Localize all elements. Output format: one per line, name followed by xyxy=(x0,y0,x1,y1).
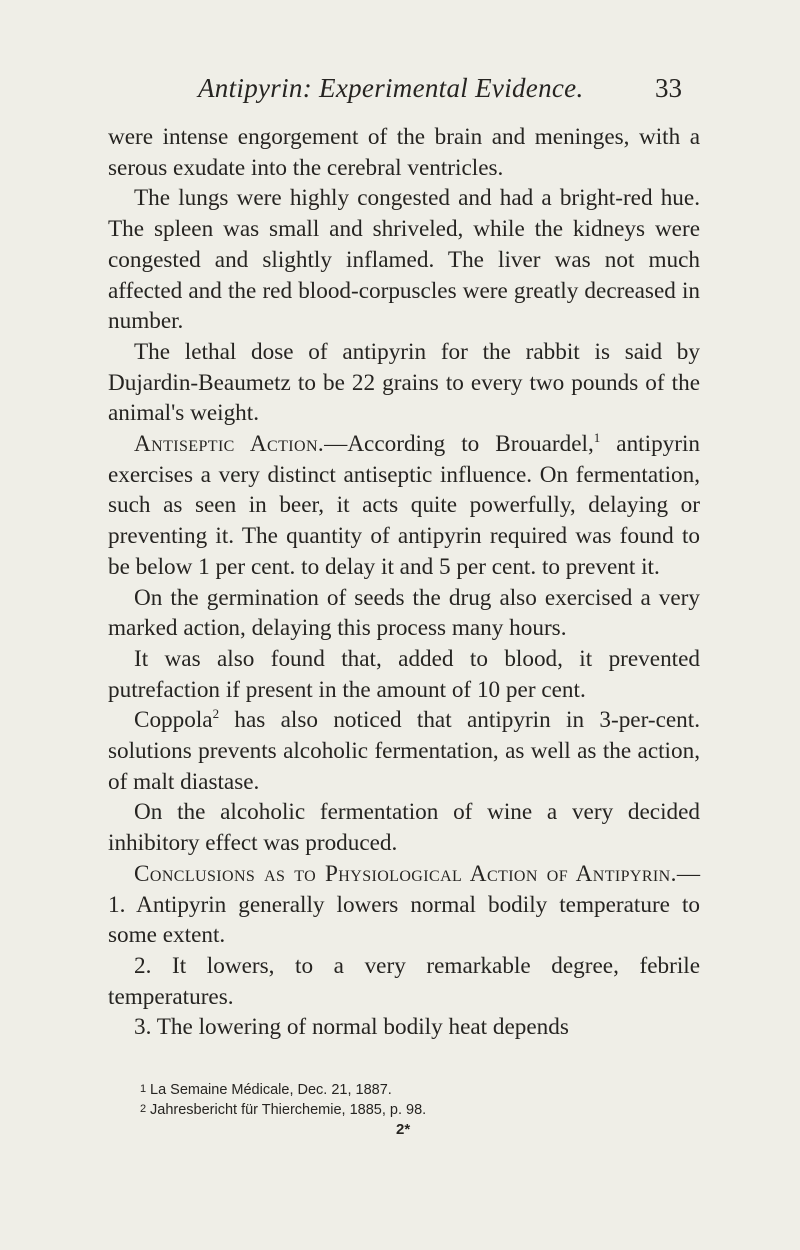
paragraph-conclusion-2 xyxy=(108,951,700,1012)
running-title: Antipyrin: Experimental Evidence. xyxy=(198,73,584,103)
paragraph-blood xyxy=(108,644,700,705)
paragraph-lethal-dose xyxy=(108,337,700,429)
footnote-1 xyxy=(140,1080,700,1100)
paragraph-conclusion-3 xyxy=(108,1012,700,1043)
paragraph-text: —1. Antipyrin generally lowers normal bodily temperature to some extent. xyxy=(108,860,700,949)
running-head xyxy=(0,73,800,113)
signature-mark: 2* xyxy=(396,1121,411,1138)
footnote-2 xyxy=(140,1100,700,1120)
paragraph-conclusions xyxy=(108,859,700,951)
footnote-ref-2: 2 xyxy=(212,706,220,722)
footnote-mark: 2 xyxy=(140,1103,147,1115)
paragraph-text: has also noticed that antipyrin in 3-per-cent. solutions prevents alcoholic fermentation, as well as the action, of malt diastase. xyxy=(108,707,700,795)
paragraph-lead: —According to Brouardel, xyxy=(324,431,594,458)
footnotes xyxy=(140,1080,700,1120)
paragraph-continuation xyxy=(108,122,700,183)
footnote-text: La Semaine Médicale, Dec. 21, 1887. xyxy=(150,1082,392,1098)
section-heading-conclusions: Conclusions as to Physiological Action of Antipyrin. xyxy=(134,860,677,887)
footnote-mark: 1 xyxy=(140,1083,147,1095)
paragraph-coppola xyxy=(108,705,700,797)
paragraph-text: The lungs were highly congested and had a bright-red hue. The spleen was small and shriveled, while the kidneys were congested and slightly inflamed. The liver was not much affected and the red blood-corpuscles were greatly decreased in number. xyxy=(108,185,700,335)
paragraph-lungs xyxy=(108,183,700,337)
paragraph-wine xyxy=(108,797,700,858)
paragraph-text: antipyrin exercises a very distinct antiseptic influence. On fermentation, such as seen in beer, it acts quite powerfully, delaying or preventing it. The quantity of antipyrin required was found to be below 1 per cent. to delay it and 5 per cent. to prevent it. xyxy=(108,431,701,580)
paragraph-text: On the germination of seeds the drug also exercised a very marked action, delaying this process many hours. xyxy=(108,584,700,642)
paragraph-text: On the alcoholic fermentation of wine a very decided inhibitory effect was produced. xyxy=(108,799,700,857)
paragraph-text: 2. It lowers, to a very remarkable degree, febrile temperatures. xyxy=(108,952,700,1010)
paragraph-text: It was also found that, added to blood, it prevented putrefaction if present in the amount of 10 per cent. xyxy=(108,645,700,703)
footnote-text: Jahresbericht für Thierchemie, 1885, p. 98. xyxy=(150,1102,427,1118)
page-number: 33 xyxy=(655,73,682,103)
paragraph-antiseptic-action xyxy=(108,429,700,583)
body-text xyxy=(108,122,700,1043)
footnote-ref-1: 1 xyxy=(593,430,601,446)
paragraph-text: were intense engorgement of the brain and meninges, with a serous exudate into the cerebral ventricles. xyxy=(108,124,700,181)
paragraph-text: 3. The lowering of normal bodily heat depends xyxy=(134,1014,569,1041)
paragraph-lead: Coppola xyxy=(134,707,213,734)
section-heading-antiseptic: Antiseptic Action. xyxy=(134,431,325,458)
paragraph-germination xyxy=(108,583,700,644)
paragraph-text: The lethal dose of antipyrin for the rabbit is said by Dujardin-Beaumetz to be 22 grains to every two pounds of the animal's weight. xyxy=(108,338,700,427)
